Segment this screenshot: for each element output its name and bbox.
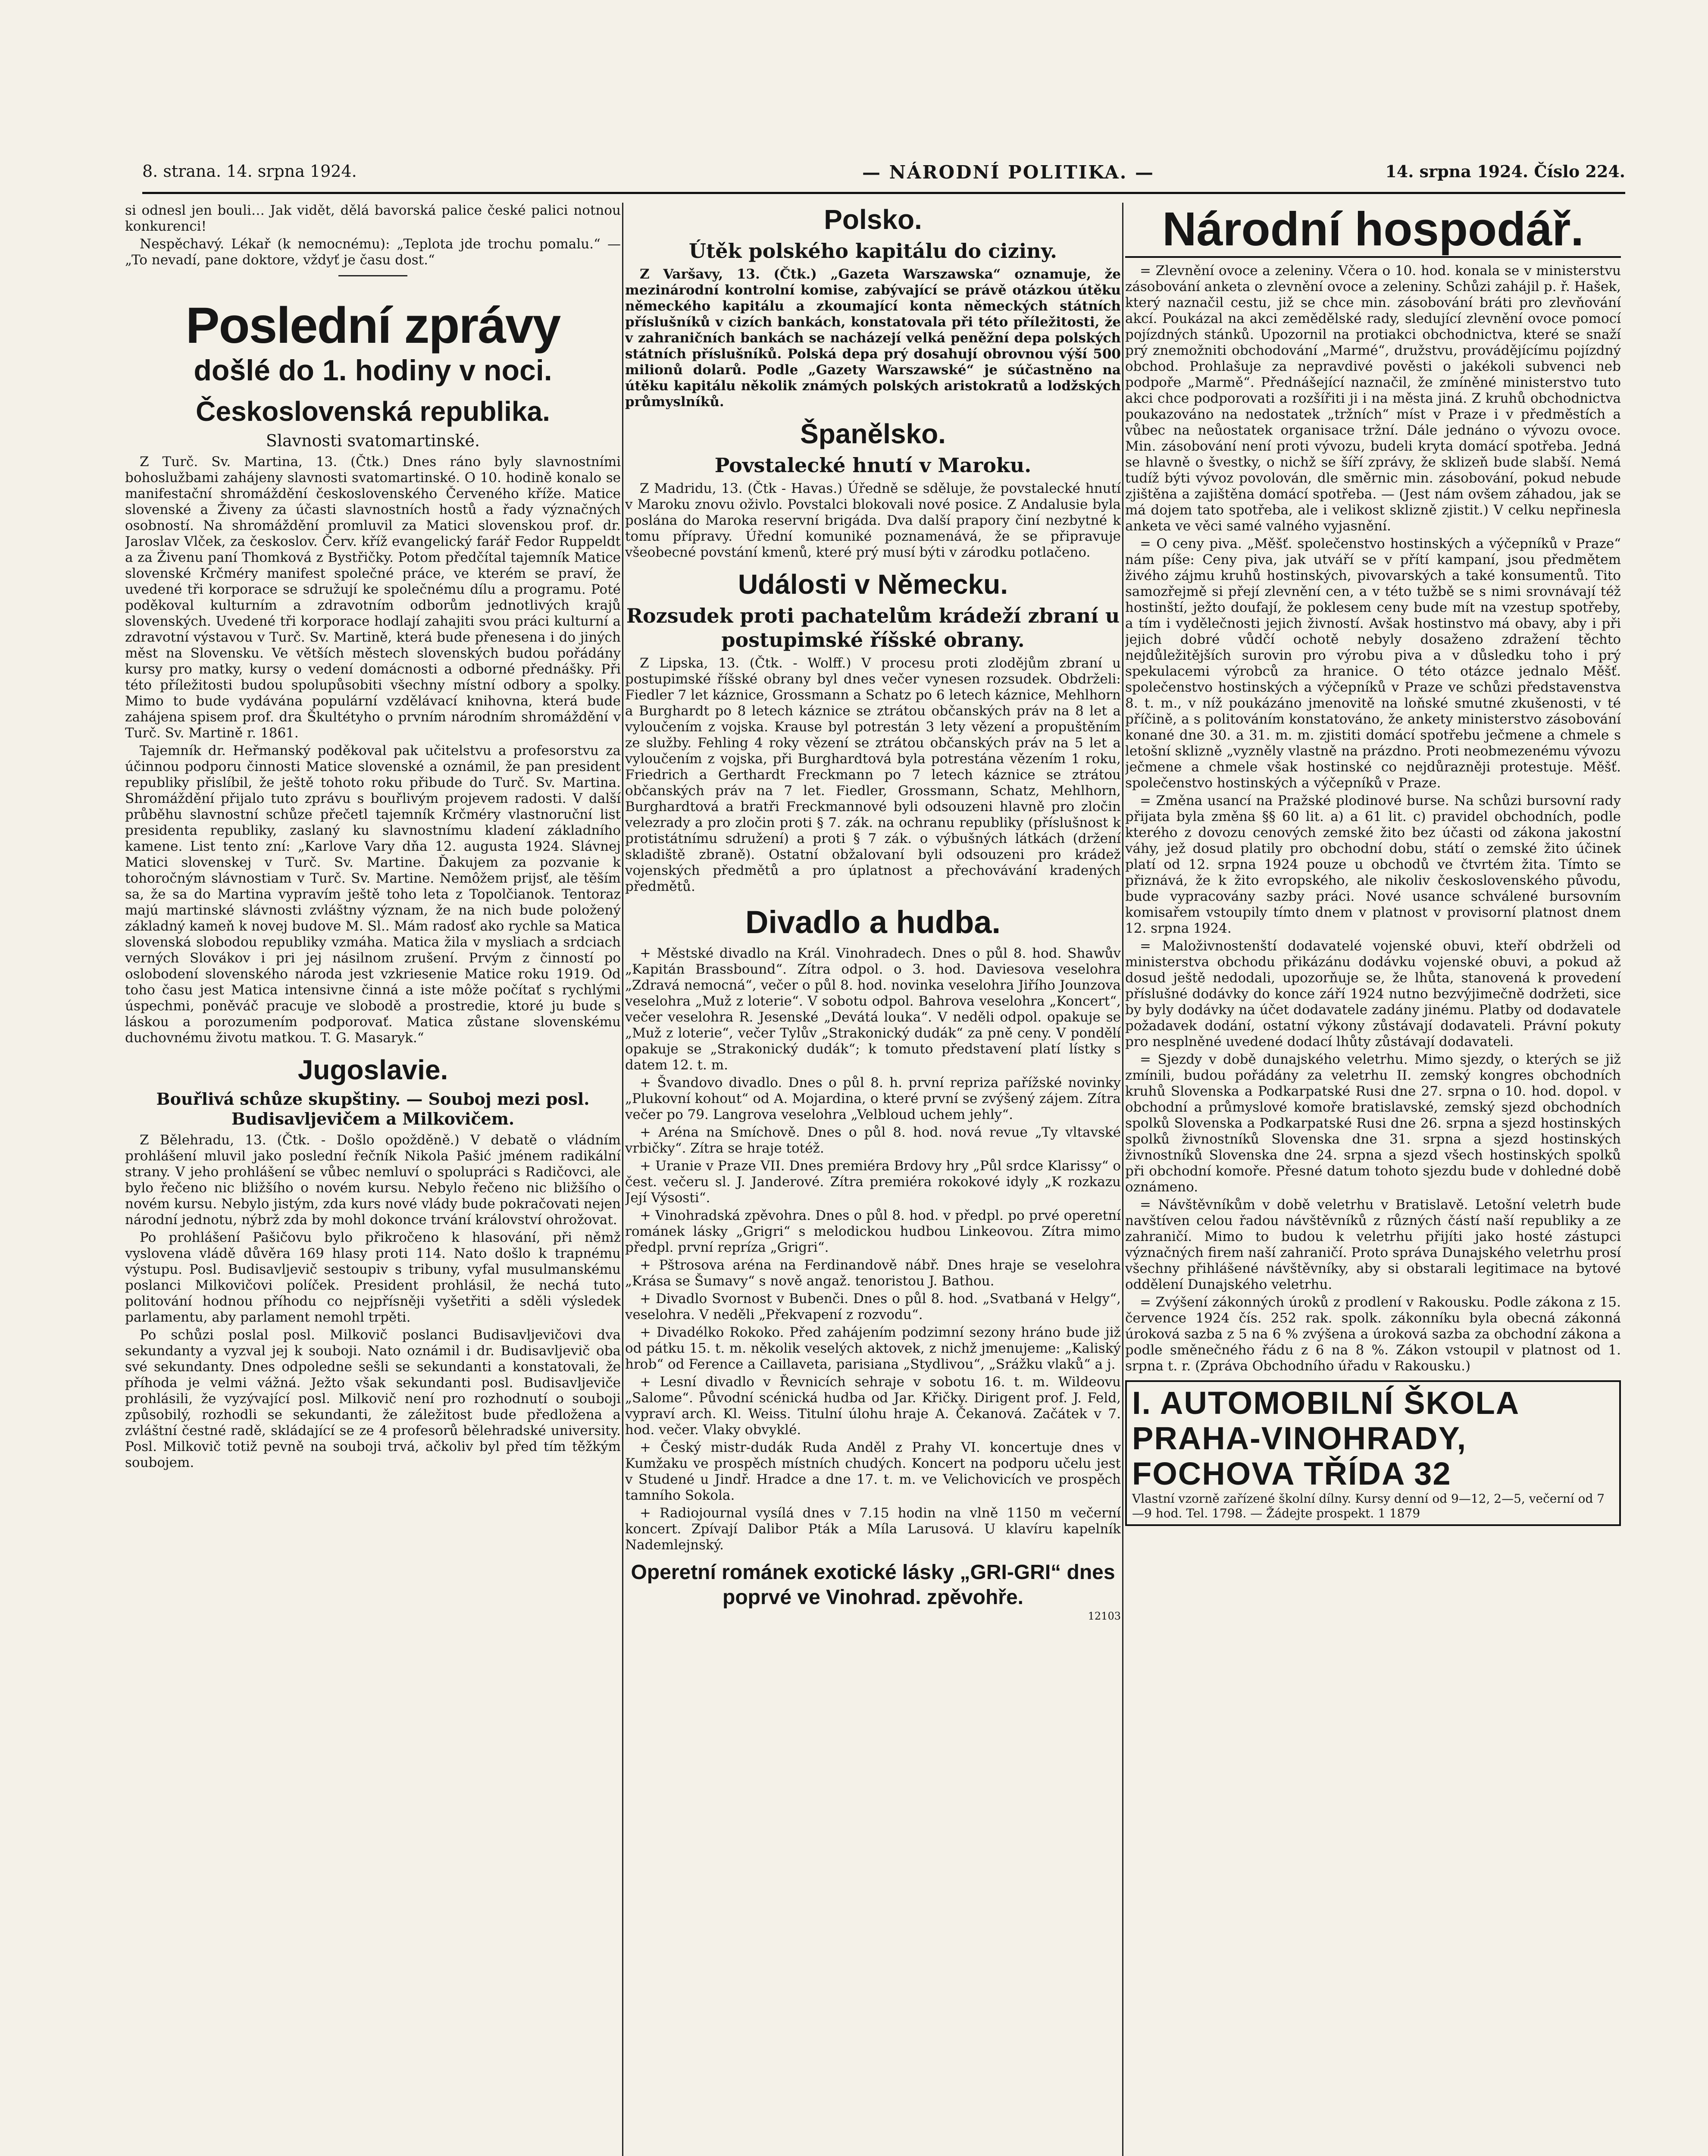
article-text: Nespěchavý. Lékař (k nemocnému): „Teplota jde trochu pomalu.“ — „To nevadí, pane doktore, vždyť je času dost.“ <box>125 236 621 268</box>
driving-school-advertisement <box>1125 1380 1621 1526</box>
theatre-listing: + Divadlo Svornost v Bubenči. Dnes o půl 8. hod. „Svatbaná v Helgy“, veselohra. V neděli „Překvapení z rozvodu“. <box>625 1291 1121 1322</box>
issue-number: 14. srpna 1924. Číslo 224. <box>1385 162 1625 181</box>
article-title: Slavnosti svatomartinské. <box>266 431 480 450</box>
article-text: = Zlevnění ovoce a zeleniny. Včera o 10. hod. konala se v ministerstvu zásobování anketa o zlevnění ovoce a zeleniny. Schůzi zahájil p. ř. Hašek, který naznačil cestu, již se chce min. zásobování bráti pro zlevňování akcí. Poukázal na akci zemědělské rady, sledující zlevnění ovoce pomocí pojízdných stánků. Upozornil na protiakci obchodnictva, které se snaží prý znemožniti obchodování „Marmé“, družstvu, provádějícímu pojízdný obchod. Prohlašuje za nepravdivé pověsti o jakékoli subvenci neb podpoře „Marmě“. Přednášející naznačil, že zmíněné ministerstvo tuto akci chce podporovati a rozšířiti ji i na města jiná. Z kruhů obchodnictva poukazováno na nedostatek „tržních“ míst v Praze i v předměstích a vůbec na neůostatek organisace tržní. Dále jednáno o vývozu ovoce. Min. zásobování není proti vývozu, budeli kryta domácí spotřeba. Jedná se hlavně o švestky, o nichž se šíří zprávy, že sklizeň bude slabší. Nemá tudíž býti vývoz povolován, dle směrnic min. zásobování, pokud nebude zjištěna a zajištěna domácí spotřeba. — (Jest nám ovšem záhadou, jak se má dojem tato spotřeba, ale i velikost sklizně zjistit.) V celku nepřinesla anketa ve věci samé valného vyjasnění. <box>1125 263 1621 534</box>
section-title: Jugoslavie. <box>297 1054 448 1085</box>
column-right <box>1125 203 1621 2156</box>
ad-details: Vlastní vzorně zařízené školní dílny. Kursy denní od 9—12, 2—5, večerní od 7—9 hod. Tel. 1798. — Žádejte prospekt. 1 1879 <box>1132 1492 1605 1520</box>
ad-number: 12103 <box>1088 1610 1121 1622</box>
section-title: Československá republika. <box>196 396 550 427</box>
article-text: Tajemník dr. Heřmanský poděkoval pak učitelstvu a profesorstvu za účinnou podporu činnosti Matice slovenské a oznámil, že pan president republiky přislíbil, že ještě tohoto roku přibude do Turč. Sv. Martina. Shromáždění přijalo tuto zprávu s bouřlivým projevem radosti. V další průběhu slavnostní schůze přečetl tajemník Krčméry vlastnoruční list presidenta republiky, zaslaný ku slavnostnímu kladení základního kamene. List tento zní: „Karlove Vary dňa 12. augusta 1924. Slávnej Matici slovenskej v Turč. Sv. Martine. Ďakujem za pozvanie k tohoročným slávnostiam v Turč. Sv. Martine. Nemôžem prijsť, ale těším sa, že sa do Martina vypravím ještě toho leta z Topolčianok. Tentoraz majú martinské slávnosti zvláštny význam, že na nich bude položený základný kameň k novej budove M. Sl.. Mám radosť ako rychle sa Matica slovenská slobodou republiky vzmáha. Matica žila v mysliach a srdciach verných Slovákov i pri jej násilnom zrušení. Prvým z činností po oslobodení slovenského národa jest vzkriesenie Matice roku 1919. Od toho času jest Matica intensivne činná a iste môže počítať s rychlými úspechmi, poněváč pracuje ve slobodě a prostredie, ktoré ju bude s láskou a porozumením podporovať. Matica zůstane slovenskému duchovnému životu matkou. T. G. Masaryk.“ <box>125 743 621 1046</box>
article-text: = O ceny piva. „Měšť. společenstvo hostinských a výčepníků v Praze“ nám píše: Ceny piva, jak utváří se v přítí kampaní, jsou předmětem živého zájmu kruhů hostinských, pivovarských a také konsumentů. Tito samozřejmě si přejí zlevnění cen, a v této tužbě se s nimi srovnávají též hostinští, ježto doufají, že poklesem ceny bude mít na vzestup spotřeby, a tím i vydělečnosti jejich živností. Avšak hostinstvo má obavy, aby i při jejich dobré vůdčí ochotě nebyly dosaženo zdražení těchto nejdůležitějších surovin pro výrobu piva a v důsledku toho i prý spekulacemi výrobců za hranice. O této otázce jednalo Měšť. společenstvo hostinských a výčepníků v Praze ve schůzi představenstva 8. t. m., v níž poukázáno jmenovitě na loňské smutné zkušenosti, v té příčině, a s politováním konstatováno, že ankety ministerstvo zásobování konané dne 30. a 31. m. m. zjistiti domácí spotřebu ječmene a chmele s letošní sklizně „vyzněly vlastně na prázdno. Proti neobmezenému vývozu ječmene a chmele však hostinské co nejdůrazněji protestuje. Měšť. společenstvo hostinských a výčepníků v Praze. <box>1125 536 1621 791</box>
section-title: Události v Německu. <box>738 569 1008 600</box>
article-text: Z Bělehradu, 13. (Čtk. - Došlo opožděně.) V debatě o vládním prohlášení mluvil jako poslední řečník Nikola Pašić jménem radikální strany. V jeho prohlášení se vůbec nemluví o spolupráci s Radičovci, ale bylo řečeno nic bližšího o novém kursu. Nebylo řečeno nic bližšího o novém kursu. Nebylo jistým, zda kurs nové vlády bude pokračovati nejen národní jednotu, nýbrž zda by mohl dokonce trvání království ohrožovat. <box>125 1132 621 1228</box>
masthead <box>142 162 1625 192</box>
section-title: Divadlo a hudba. <box>745 904 1001 940</box>
ad-title: I. AUTOMOBILNÍ ŠKOLA PRAHA-VINOHRADY, FOCHOVA TŘÍDA 32 <box>1132 1385 1519 1492</box>
page-date-left: 8. strana. 14. srpna 1924. <box>142 162 357 181</box>
article-text: Z Turč. Sv. Martina, 13. (Čtk.) Dnes ráno byly slavnostními bohoslužbami zahájeny slavnosti svatomartinské. O 10. hodině konalo se manifestační shromáždění československého Červeného kříže. Matice slovenské a Živeny za účasti slavnostních hostů a řady význačných osobností. Na shromáždění promluvil za Matici slovenskou prof. dr. Jaroslav Vlček, za českoslov. Červ. kříž evangelický farář Fedor Ruppeldt a za Živenu paní Thomková z Bystřičky. Potom předčítal tajemník Matice slovenské Krčméry manifest společné práce, ve kterém se praví, že uvedené tři korporace se sdružují ke společnému dílu a programu. Poté poděkoval kulturním a zdravotním odborům jednotlivých krajů slovenských. Uvedené tři korporace hodlají zahajiti svou práci kulturní a zdravotní výstavou v Turč. Sv. Martině, která bude přenesena i do jiných měst na Slovensku. Ve větších městech slovenských budou pořádány kursy pro matky, kursy o vedení domácnosti a odborné přednášky. Při této příležitosti budou spolupůsobiti všechny místní odbory a spolky. Mimo to bude vydávána populární vzdělávací knihovna, která bude zahájena spisem prof. dra Škultétyho o prvním národním shromáždění v Turč. Sv. Martině r. 1861. <box>125 454 621 741</box>
theatre-listing: + Radiojournal vysílá dnes v 7.15 hodin na vlně 1150 m večerní koncert. Zpívají Dalibor Pták a Míla Larusová. U klavíru kapelník Nademlejnský. <box>625 1505 1121 1553</box>
article-title: Rozsudek proti pachatelům krádeží zbraní u postupimské říšské obrany. <box>626 604 1120 652</box>
subheadline: došlé do 1. hodiny v noci. <box>194 354 552 387</box>
theatre-listing: + Vinohradská zpěvohra. Dnes o půl 8. hod. v předpl. po prvé operetní románek lásky „Grigri“ s melodickou hudbou Linkeovou. Zítra mimo předpl. první repríza „Grigri“. <box>625 1208 1121 1255</box>
article-text: Z Lipska, 13. (Čtk. - Wolff.) V procesu proti zlodějům zbraní u postupimské říšské obrany byl dnes večer vynesen rozsudek. Obdrželi: Fiedler 7 let káznice, Grossmann a Schatz po 6 letech káznice, Mehlhorn a Burghardt po 8 letech káznice se ztrátou občanských práv na 8 let a vyloučením z vojska. Krause byl potrestán 3 lety vězení a propuštěním ze služby. Fehling 4 roky vězení se ztrátou občanských práv na 5 let a vyloučením z vojska, při Burghardtová byla potrestána vězením 1 roku, Friedrich a Gerthardt Freckmann po 7 letech káznice se ztrátou občanských práv na 7 let. Fiedler, Grossmann, Schatz, Mehlhorn, Burghardtová a bratři Freckmannové byli odsouzeni hlavně pro zločin velezrady a pro zločin proti § 7. zák. na ochranu republiky (příslušnost k protistátnímu sdružení) a proti § 7 zák. o výbušných látkách (držení skladiště zbraně). Ostatní obžalovaní byli odsouzeni pro krádež vojenských předmětů a pro úplatnost a přechovávání kradených předmětů. <box>625 655 1121 894</box>
article-title: Bouřlivá schůze skupštiny. — Souboj mezi posl. Budisavljevičem a Milkovičem. <box>156 1089 590 1128</box>
article-text: Po schůzi poslal posl. Milkovič poslanci Budisavljevičovi dva sekundanty a vyzval jej k souboji. Nato oznámil i dr. Budisavljevič oba své sekundanty. Dnes odpoledne sešli se sekundanti a konstatovali, že příhoda je velmi vážná. Ježto však sekundanti posl. Budisavljeviče prohlásili, že vyzývající posl. Milkovič není pro rozhodnutí o souboji způsobilý, rozhodli se sekundanti, že záležitost bude předložena a zvláštní čestné radě, skládající se ze 4 profesorů bělehradské university. Posl. Milkovič totiž pevně na souboji trvá, ačkoliv byl před tím těžkým soubojem. <box>125 1327 621 1470</box>
article-text: = Maloživnostenští dodavatelé vojenské obuvi, kteří obdrželi od ministerstva obchodu přikázánu dodávku vojenské obuvi, a pokud až dosud ještě nedodali, upozorňuje se, že lhůta, stanovená k provedení příslušné dodávky do konce září 1924 nutno bezvýjimečně dodržeti, sice by byly dodávky na účet dodavatele zadány jinému. Platby od dodavatele požadavek dodání, ostatní výkony zůstávají dodavateli. Právní pokuty pro nesplněné uvedené dodací lhůty zůstávají dodavateli. <box>1125 938 1621 1050</box>
column-divider <box>1122 203 1123 2156</box>
masthead-rule <box>142 192 1625 194</box>
article-text: Po prohlášení Pašičovu bylo přikročeno k hlasování, při němž vyslovena vládě důvěra 169 hlasy proti 114. Nato došlo k trapnému výstupu. Posl. Budisavljevič sestoupiv s tribuny, vyfal musulmanskému poslanci Milkovičovi políček. President prohlásil, že nechá tuto politování hodnou příhodu co nejpřísněji vyšetřiti a sděli výsledek parlamentu, aby parlament nemohl trpěti. <box>125 1230 621 1325</box>
theatre-listing: + Pštrosova aréna na Ferdinandově nábř. Dnes hraje se veselohra „Krása se Šumavy“ s nově angaž. tenoristou J. Bathou. <box>625 1257 1121 1289</box>
theatre-listing: + Aréna na Smíchově. Dnes o půl 8. hod. nová revue „Ty vltavské vrbičky“. Zítra se hraje totéž. <box>625 1125 1121 1156</box>
theatre-listing: + Český mistr-dudák Ruda Anděl z Prahy VI. koncertuje dnes v Kumžaku ve prospěch místních chudých. Koncert na podporu učelu jest v Studené u Jindř. Hradce a dne 17. t. m. ve Velichovicích ve prospěch tamního Sokola. <box>625 1440 1121 1503</box>
section-title: Španělsko. <box>800 418 946 449</box>
divider <box>338 275 407 276</box>
section-title: Polsko. <box>824 204 922 235</box>
theatre-listing: + Švandovo divadlo. Dnes o půl 8. h. první repriza pařížské novinky „Plukovní kohout“ od A. Mojardina, o které první se zvýšený zájem. Zítra večer po 79. Langrova veselohra „Velbloud uchem jehly“. <box>625 1075 1121 1122</box>
newspaper-title: — NÁRODNÍ POLITIKA. — <box>862 162 1155 183</box>
theatre-listing: + Divadélko Rokoko. Před zahájením podzimní sezony hráno bude již od pátku 15. t. m. několik veselých aktovek, z nichž jmenujeme: „Kaliský hrob“ od Ference a Caillaveta, parisiana „Stydlivou“, „Srážku vlaků“ a j. <box>625 1325 1121 1372</box>
article-text: = Zvýšení zákonných úroků z prodlení v Rakousku. Podle zákona z 15. července 1924 čís. 252 rak. spolk. zákonníku byla obecná zákonná úroková sazba z 5 na 6 % zvýšena a úroková sazba za obchodní zákona a podle směnečného řádu z 6 na 8 %. Zákon vstoupil v platnost od 1. srpna t. r. (Zpráva Obchodního úřadu v Rakousku.) <box>1125 1294 1621 1374</box>
article-title: Útěk polského kapitálu do ciziny. <box>688 239 1057 263</box>
column-left <box>125 203 621 2156</box>
theatre-listing: + Lesní divadlo v Řevnicích sehraje v sobotu 16. t. m. Wildeovu „Salome“. Původní scénická hudba od Jar. Křičky. Dirigent prof. J. Feld, vypraví arch. Kl. Weiss. Titulní úlohu hraje A. Čekanová. Začátek v 7. hod. večer. Vlaky obvyklé. <box>625 1374 1121 1438</box>
article-text: = Návštěvníkům v době veletrhu v Bratislavě. Letošní veletrh bude navštíven celou řadou návštěvníků z různých částí naší republiky a ze zahraničí. Mimo to budou k veletrhu přijíti jako hosté zástupci význačných firem naší zahraničí. Proto správa Dunajského veletrhu prosí všechny přihlášené návštěvníky, aby si obstarali legitimace na bytové oddělení Dunajského veletrhu. <box>1125 1197 1621 1292</box>
operetta-advertisement: Operetní románek exotické lásky „GRI-GRI“ dnes poprvé ve Vinohrad. zpěvohře. <box>631 1561 1115 1609</box>
theatre-listing: + Uranie v Praze VII. Dnes premiéra Brdovy hry „Půl srdce Klarissy“ o čest. večeru sl. J. Janderové. Zítra premiéra rokokové idyly „K rozkazu Její Výsosti“. <box>625 1158 1121 1206</box>
article-text: si odnesl jen bouli… Jak vidět, dělá bavorská palice české palici notnou konkurenci! <box>125 203 621 234</box>
theatre-listing: + Městské divadlo na Král. Vinohradech. Dnes o půl 8. hod. Shawův „Kapitán Brassbound“. Zítra odpol. o 3. hod. Daviesova veselohra „Zdravá nemocná“, večer o půl 8. hod. novinka veselohra Jiřího Jounzova veselohra „Muž z loterie“. V sobotu odpol. Bahrova veselohra „Koncert“, večer veselohra R. Jesenské „Devátá louka“. V neděli odpol. opakuje se „Muž z loterie“, večer Tylův „Strakonický dudák“ za pně ceny. V pondělí opakuje se „Strakonický dudák“; k tomuto představení platí lístky s datem 12. t. m. <box>625 946 1121 1073</box>
column-divider <box>622 203 623 2156</box>
article-text: = Změna usancí na Pražské plodinové burse. Na schůzi bursovní rady přijata byla změna §§ 60 lit. a) a 61 lit. c) pravidel obchodních, podle kterého z dovozu cenových zemské žito bez účasti od zákona jakostní váhy, jež dosud platily pro obchodní dobu, státí o zemské žito účinek platí od 12. srpna 1924 pouze u obchodů ve čtvrtém žita. Tímto se přiznává, že k žito evropského, ale nikoliv československého původu, bude vypracovány sazby práci. Nové usance schválené bursovním komisařem vstoupily tímto dnem v platnost v provisorní platnost dnem 12. srpna 1924. <box>1125 793 1621 936</box>
headline: Poslední zprávy <box>185 297 560 354</box>
column-middle <box>625 203 1121 2156</box>
article-text: Z Madridu, 13. (Čtk - Havas.) Úředně se sděluje, že povstalecké hnutí v Maroku znovu oživlo. Povstalci blokovali nové posice. Z Andalusie byla poslána do Maroka reservní brigáda. Dva další prapory činí nezbytné k tomu přípravy. Úřední komuniké poznamenává, že se připravuje všeobecné povstání kmenů, které prý musí býti v zárodku potlačeno. <box>625 481 1121 560</box>
article-text: Z Varšavy, 13. (Čtk.) „Gazeta Warszawska“ oznamuje, že mezinárodní kontrolní komise, zabývající se právě otázkou útěku německého kapitálu a zkoumající konta německých státních příslušníků v cizích bankách, konstatovala při této příležitosti, že v zahraničních bankách se nacházejí velká peněžní depa polských státních příslušníků. Polská depa prý dosahují obrovnou výší 500 milionů dolarů. Podle „Gazety Warszawské“ je súčastněno na útěku kapitálu několik známých polských aristokratů a lodžských průmyslníků. <box>625 266 1121 410</box>
article-text: = Sjezdy v době dunajského veletrhu. Mimo sjezdy, o kterých se již zmínili, budou pořádány za veletrhu II. zemský kongres obchodních kruhů Slovenska a Podkarpatské Rusi dne 27. srpna o 10. hod. dopol. v obchodní a průmyslové komoře bratislavské, zemský sjezd obchodních spolků Slovenska a Podkarpatské Rusi dne 26. srpna a sjezd hostinských spolků živnostníků Slovenska dne 31. srpna a sjezd hostinských živnostníků Slovenska dne 24. srpna a sjezd všech hostinských spolků při obchodní komoře. Přesné datum tohoto sjezdu bude v dohledné době oznámeno. <box>1125 1052 1621 1195</box>
section-title: Národní hospodář. <box>1125 203 1621 258</box>
article-title: Povstalecké hnutí v Maroku. <box>714 454 1032 477</box>
